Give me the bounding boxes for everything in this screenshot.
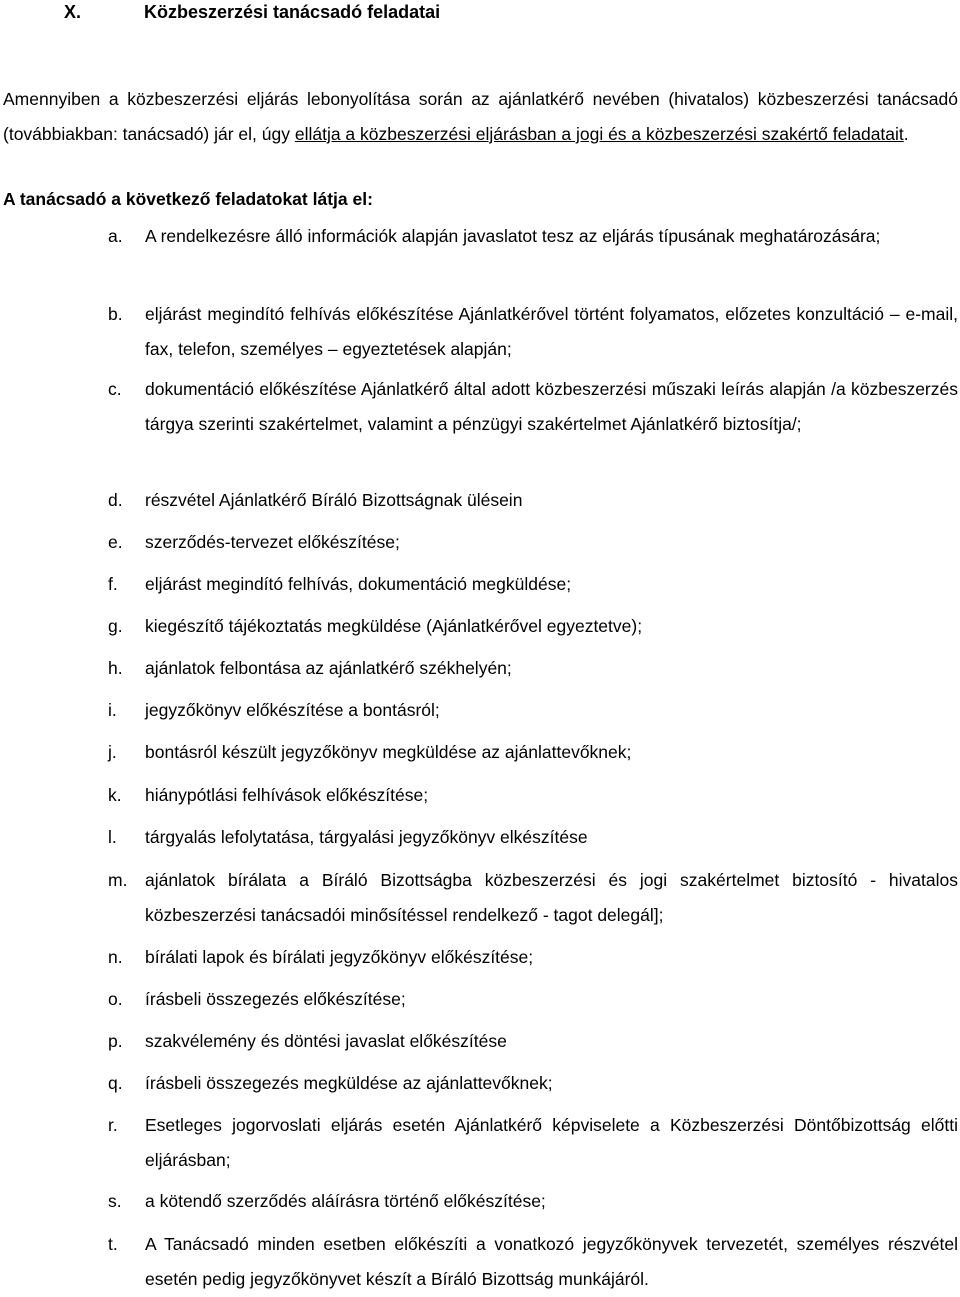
list-item-letter: h. xyxy=(108,658,123,678)
section-title: Közbeszerzési tanácsadó feladatai xyxy=(144,2,441,22)
intro-text-part2: . xyxy=(903,124,909,144)
list-item-letter: s. xyxy=(108,1191,122,1211)
list-item-letter: n. xyxy=(108,947,123,967)
list-item-letter: o. xyxy=(108,989,123,1009)
list-item-text: kiegészítő tájékoztatás megküldése (Ajánlatkérővel egyeztetve); xyxy=(145,616,643,636)
list-item-text: hiánypótlási felhívások előkészítése; xyxy=(145,785,429,805)
intro-text-part1: Amennyiben a közbeszerzési eljárás lebonyolítása során az ajánlatkérő nevében (hivatalos) közbeszerzési tanácsadó (továbbiakban: tanácsadó) jár el, úgy xyxy=(3,89,958,144)
list-item-text: A Tanácsadó minden esetben előkészíti a vonatkozó jegyzőkönyvek tervezetét, személyes részvétel esetén pedig jegyzőkönyvet készít a Bíráló Bizottság munkájáról. xyxy=(145,1234,958,1289)
list-item-letter: k. xyxy=(108,785,122,805)
intro-paragraph xyxy=(3,82,958,152)
list-item-letter: f. xyxy=(108,574,118,594)
section-heading xyxy=(0,0,960,28)
list-item-letter: i. xyxy=(108,700,117,720)
list-item-letter: g. xyxy=(108,616,123,636)
list-item-letter: c. xyxy=(108,379,122,399)
list-item-letter: m. xyxy=(108,870,128,890)
list-item-text: írásbeli összegezés előkészítése; xyxy=(145,989,406,1009)
list-item-letter: t. xyxy=(108,1234,118,1254)
list-item-text: eljárást megindító felhívás, dokumentáció megküldése; xyxy=(145,574,572,594)
list-item-letter: e. xyxy=(108,532,123,552)
list-item-text: bírálati lapok és bírálati jegyzőkönyv előkészítése; xyxy=(145,947,534,967)
list-item-letter: a. xyxy=(108,226,123,246)
list-item-letter: d. xyxy=(108,490,123,510)
list-item-text: A rendelkezésre álló információk alapján javaslatot tesz az eljárás típusának meghatározására; xyxy=(145,226,881,246)
list-item-letter: l. xyxy=(108,827,117,847)
list-item-text: dokumentáció előkészítése Ajánlatkérő által adott közbeszerzési műszaki leírás alapján /a közbeszerzés tárgya szerinti szakértelmet, valamint a pénzügyi szakértelmet Ajánlatkérő biztosítja/; xyxy=(145,379,958,434)
list-item-text: ajánlatok bírálata a Bíráló Bizottságba közbeszerzési és jogi szakértelmet biztosító - hivatalos közbeszerzési tanácsadói minősítéssel rendelkező - tagot delegál]; xyxy=(145,870,958,925)
intro-underlined-text: ellátja a közbeszerzési eljárásban a jogi és a közbeszerzési szakértő feladatait xyxy=(294,124,904,144)
list-item-text: bontásról készült jegyzőkönyv megküldése az ajánlattevőknek; xyxy=(145,742,632,762)
list-item-letter: r. xyxy=(108,1115,118,1135)
list-item-text: tárgyalás lefolytatása, tárgyalási jegyzőkönyv elkészítése xyxy=(145,827,588,847)
list-item-text: szakvélemény és döntési javaslat előkészítése xyxy=(145,1031,507,1051)
list-item-letter: b. xyxy=(108,304,123,324)
section-number: X. xyxy=(64,2,82,22)
list-item-text: a kötendő szerződés aláírásra történő előkészítése; xyxy=(145,1191,546,1211)
task-list-heading: A tanácsadó a következő feladatokat látja el: xyxy=(3,189,373,209)
list-item-text: jegyzőkönyv előkészítése a bontásról; xyxy=(145,700,440,720)
list-item-letter: q. xyxy=(108,1073,123,1093)
list-item-text: írásbeli összegezés megküldése az ajánlattevőknek; xyxy=(145,1073,553,1093)
list-item-text: eljárást megindító felhívás előkészítése Ajánlatkérővel történt folyamatos, előzetes konzultáció – e-mail, fax, telefon, személyes – egyeztetések alapján; xyxy=(145,304,958,359)
list-item-letter: j. xyxy=(108,742,117,762)
list-item-text: részvétel Ajánlatkérő Bíráló Bizottságnak ülésein xyxy=(145,490,523,510)
list-item-text: ajánlatok felbontása az ajánlatkérő székhelyén; xyxy=(145,658,512,678)
list-item-letter: p. xyxy=(108,1031,123,1051)
list-item-text: Esetleges jogorvoslati eljárás esetén Ajánlatkérő képviselete a Közbeszerzési Döntőbizottság előtti eljárásban; xyxy=(145,1115,958,1170)
list-item-text: szerződés-tervezet előkészítése; xyxy=(145,532,400,552)
